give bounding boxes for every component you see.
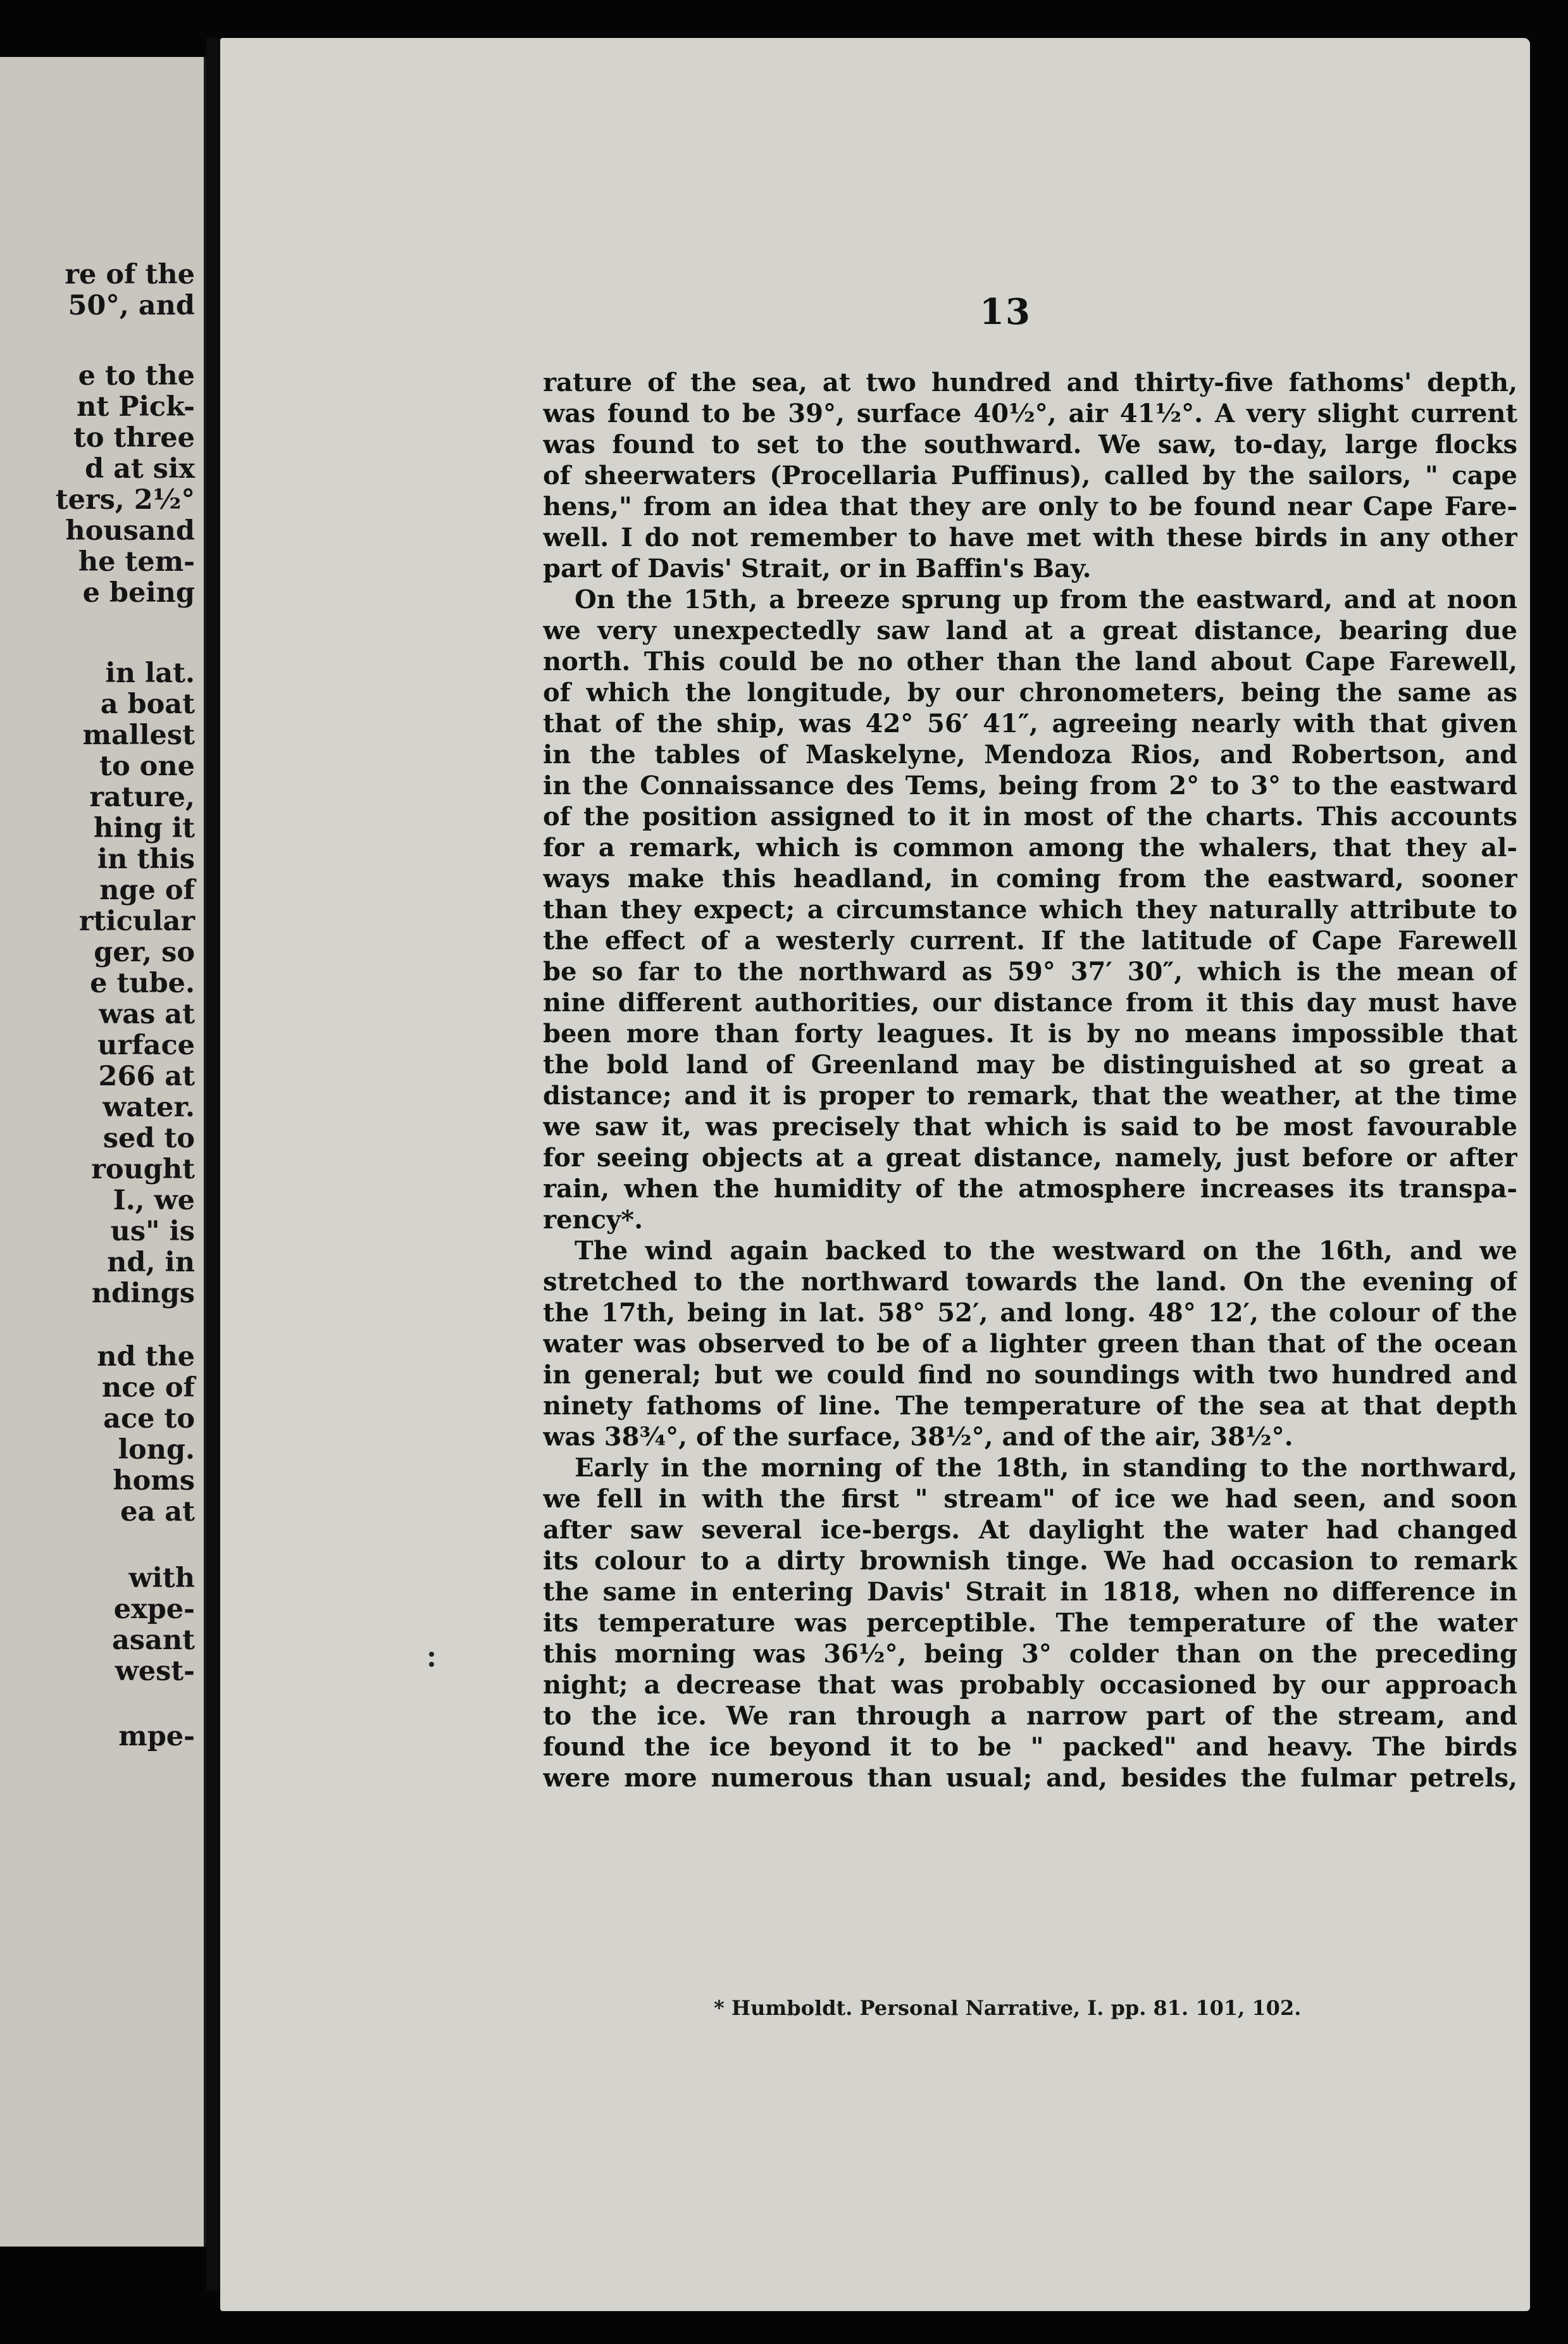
body-line: we saw it, was precisely that which is said to be most favourable <box>543 1112 1517 1142</box>
facing-page-line: west- <box>115 1655 195 1687</box>
facing-page-line: ters, 2½° <box>55 484 195 516</box>
facing-page-line: housand <box>65 515 195 547</box>
body-line: rency*. <box>543 1205 644 1235</box>
facing-page-line: in lat. <box>105 658 195 689</box>
body-line: ways make this headland, in coming from the eastward, sooner <box>543 864 1517 894</box>
body-line: its temperature was perceptible. The temperature of the water <box>543 1608 1517 1638</box>
body-line: than they expect; a circumstance which they naturally attribute to <box>543 895 1517 925</box>
facing-page-line: ndings <box>91 1278 195 1309</box>
body-line: be so far to the northward as 59° 37′ 30″, which is the mean of <box>543 957 1517 987</box>
page-number: 13 <box>980 291 1031 333</box>
facing-page-line: e tube. <box>90 968 195 999</box>
body-line: that of the ship, was 42° 56′ 41″, agreeing nearly with that given <box>543 709 1517 739</box>
facing-page-line: rticular <box>78 906 195 937</box>
body-line: north. This could be no other than the land about Cape Farewell, <box>543 647 1517 676</box>
facing-page-line: homs <box>113 1465 195 1497</box>
facing-page-line: water. <box>103 1092 195 1123</box>
body-line: was found to be 39°, surface 40½°, air 41½°. A very slight current <box>543 399 1517 428</box>
body-line: the effect of a westerly current. If the latitude of Cape Farewell <box>543 926 1517 956</box>
body-line: On the 15th, a breeze sprung up from the eastward, and at noon <box>575 585 1517 614</box>
body-line: to the ice. We ran through a narrow part of the stream, and <box>543 1701 1517 1731</box>
facing-page-line: rature, <box>89 782 195 813</box>
body-line: well. I do not remember to have met with these birds in any other <box>543 523 1517 552</box>
body-line: its colour to a dirty brownish tinge. We had occasion to remark <box>543 1546 1517 1576</box>
body-line: we fell in with the first " stream" of ice we had seen, and soon <box>543 1484 1517 1514</box>
body-line: was found to set to the southward. We saw, to-day, large flocks <box>543 430 1517 459</box>
body-line: found the ice beyond it to be " packed" and heavy. The birds <box>543 1732 1517 1762</box>
book-page <box>220 38 1530 2311</box>
body-line: the 17th, being in lat. 58° 52′, and long. 48° 12′, the colour of the <box>543 1298 1517 1328</box>
body-line: rature of the sea, at two hundred and thirty-five fathoms' depth, <box>543 368 1517 397</box>
facing-page-line: rought <box>91 1154 195 1185</box>
facing-page-fragment <box>0 57 206 2247</box>
facing-page-line: mallest <box>82 720 195 751</box>
facing-page-line: long. <box>118 1434 195 1466</box>
body-line: this morning was 36½°, being 3° colder than on the preceding <box>543 1639 1517 1669</box>
body-line: water was observed to be of a lighter green than that of the ocean <box>543 1329 1517 1359</box>
facing-page-line: urface <box>97 1030 195 1061</box>
body-line: were more numerous than usual; and, besides the fulmar petrels, <box>543 1763 1517 1793</box>
body-line: of which the longitude, by our chronometers, being the same as <box>543 678 1517 708</box>
facing-page-line: e to the <box>78 360 195 392</box>
body-line: part of Davis' Strait, or in Baffin's Bay. <box>543 554 1092 583</box>
facing-page-line: hing it <box>93 813 195 844</box>
facing-page-line: in this <box>97 844 195 875</box>
body-line: the bold land of Greenland may be distinguished at so great a <box>543 1050 1517 1080</box>
facing-page-line: nd the <box>97 1341 195 1373</box>
body-line: for a remark, which is common among the whalers, that they al- <box>543 833 1517 863</box>
body-line: stretched to the northward towards the land. On the evening of <box>543 1267 1517 1297</box>
facing-page-line: 266 at <box>98 1061 195 1092</box>
body-line: in the tables of Maskelyne, Mendoza Rios, and Robertson, and <box>543 740 1517 770</box>
body-line: The wind again backed to the westward on the 16th, and we <box>575 1236 1517 1266</box>
facing-page-line: 50°, and <box>68 290 195 321</box>
body-line: after saw several ice-bergs. At daylight the water had changed <box>543 1515 1517 1545</box>
body-line: distance; and it is proper to remark, that the weather, at the time <box>543 1081 1517 1111</box>
body-line: of the position assigned to it in most of the charts. This accounts <box>543 802 1517 832</box>
body-line: of sheerwaters (Procellaria Puffinus), called by the sailors, " cape <box>543 461 1517 490</box>
facing-page-line: a boat <box>100 689 195 720</box>
facing-page-line: nd, in <box>107 1247 195 1278</box>
facing-page-line: was at <box>99 999 195 1030</box>
body-line: hens," from an idea that they are only to be found near Cape Fare- <box>543 492 1517 521</box>
facing-page-line: us" is <box>110 1216 195 1247</box>
body-line: ninety fathoms of line. The temperature of the sea at that depth <box>543 1391 1517 1421</box>
facing-page-line: sed to <box>103 1123 195 1154</box>
ink-smudge <box>429 1662 434 1667</box>
body-line: was 38¾°, of the surface, 38½°, and of the air, 38½°. <box>543 1422 1293 1452</box>
facing-page-line: to three <box>73 422 195 454</box>
facing-page-line: ea at <box>120 1496 195 1528</box>
facing-page-line: nt Pick- <box>77 391 195 423</box>
body-line: night; a decrease that was probably occasioned by our approach <box>543 1670 1517 1700</box>
body-line: nine different authorities, our distance from it this day must have <box>543 988 1517 1018</box>
body-line: been more than forty leagues. It is by no means impossible that <box>543 1019 1517 1049</box>
body-line: we very unexpectedly saw land at a great distance, bearing due <box>543 616 1517 645</box>
facing-page-line: ace to <box>103 1403 195 1435</box>
facing-page-line: expe- <box>113 1593 195 1625</box>
facing-page-line: nge of <box>99 875 195 906</box>
facing-page-line: e being <box>82 577 195 609</box>
body-line: the same in entering Davis' Strait in 1818, when no difference in <box>543 1577 1517 1607</box>
ink-smudge <box>429 1652 434 1657</box>
facing-page-line: d at six <box>85 453 195 485</box>
footnote: * Humboldt. Personal Narrative, I. pp. 81. 101, 102. <box>714 1996 1302 2020</box>
body-line: rain, when the humidity of the atmosphere increases its transpa- <box>543 1174 1517 1204</box>
body-line: Early in the morning of the 18th, in standing to the northward, <box>575 1453 1517 1483</box>
facing-page-line: mpe- <box>118 1721 195 1752</box>
facing-page-line: re of the <box>65 259 195 290</box>
facing-page-line: asant <box>111 1624 195 1656</box>
facing-page-line: with <box>128 1562 195 1594</box>
body-line: for seeing objects at a great distance, namely, just before or after <box>543 1143 1517 1173</box>
facing-page-line: ger, so <box>94 937 195 968</box>
facing-page-line: to one <box>99 751 195 782</box>
facing-page-line: nce of <box>102 1372 195 1404</box>
facing-page-line: he tem- <box>78 546 195 578</box>
body-line: in the Connaissance des Tems, being from 2° to 3° to the eastward <box>543 771 1517 801</box>
book-spine <box>206 38 220 2291</box>
body-line: in general; but we could find no soundings with two hundred and <box>543 1360 1517 1390</box>
facing-page-line: I., we <box>113 1185 195 1216</box>
